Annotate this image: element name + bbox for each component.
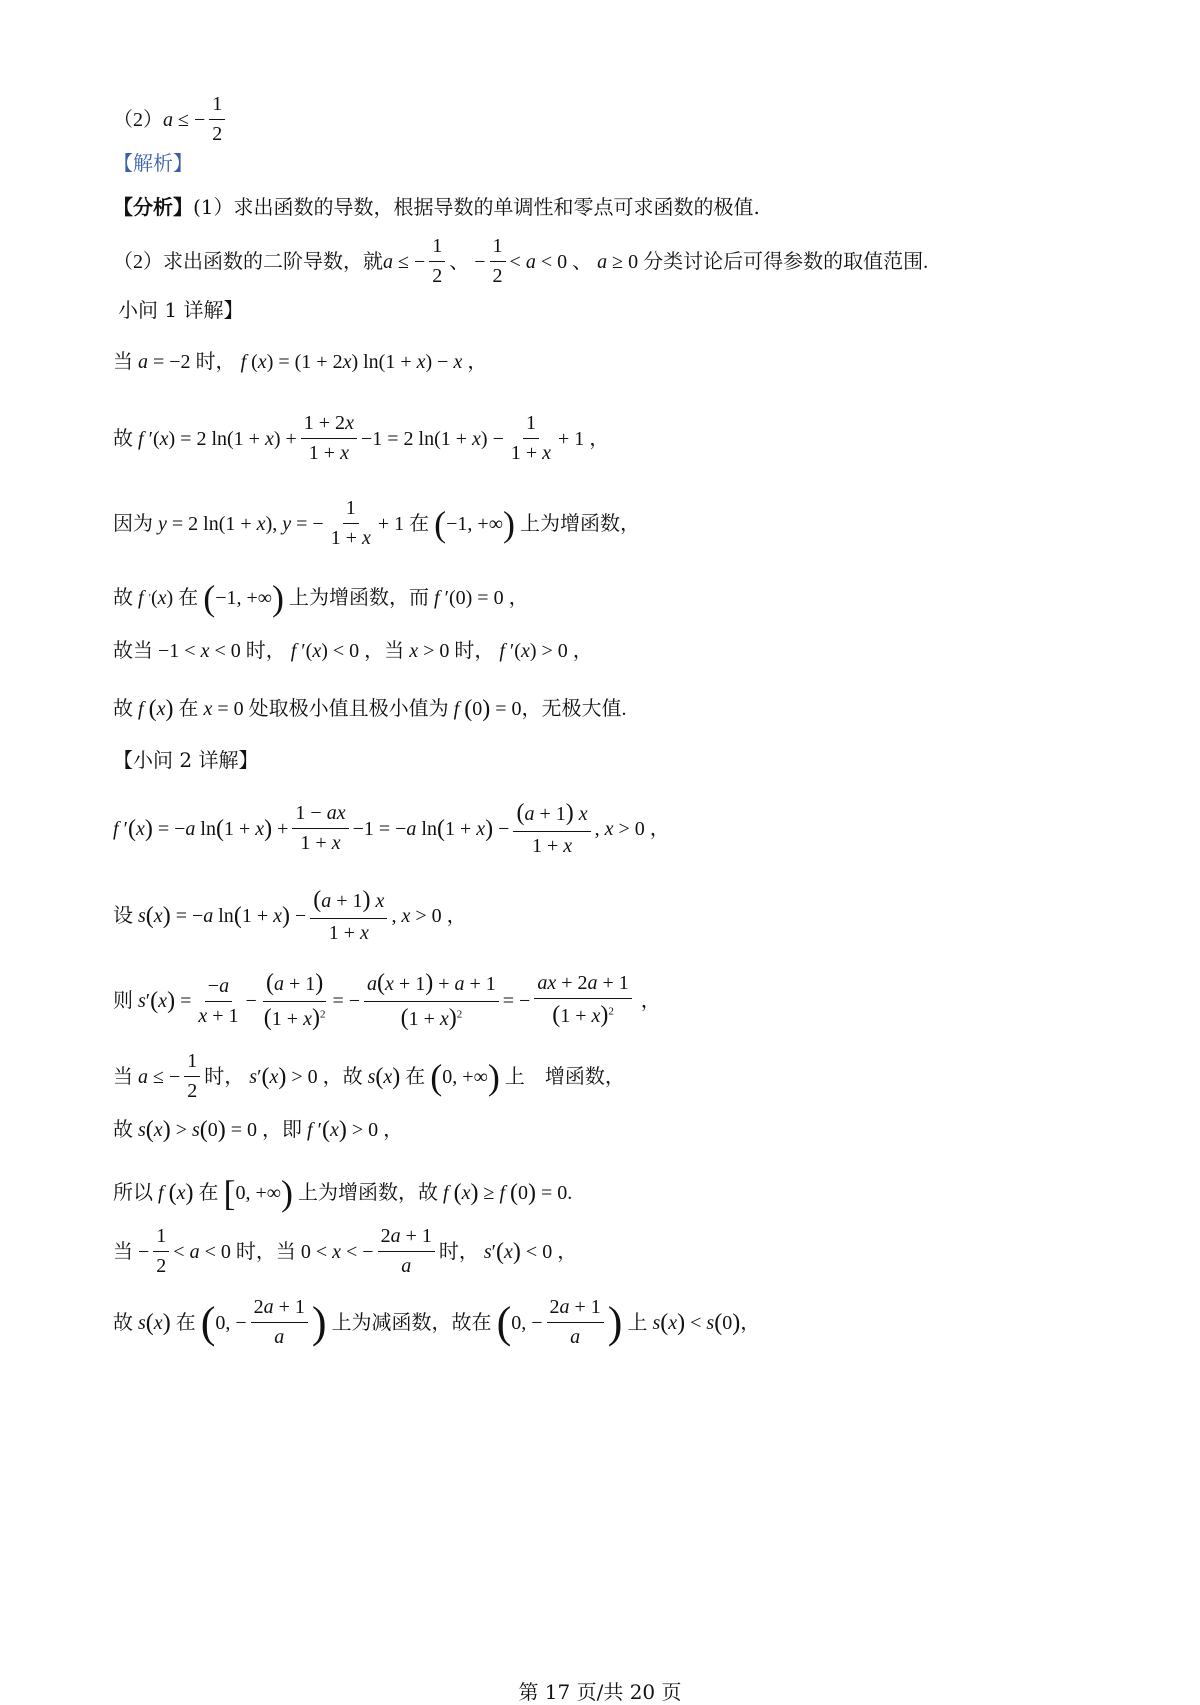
sub1-line5: 故当 −1 < x < 0 时， f ′( x ) < 0 ， 当 x > 0 时， f ′( x ) > 0 ， (113, 640, 593, 662)
fenxi-line1 (113, 197, 760, 217)
sub1-line6: 故 f ( x ) 在 x = 0 处取极小值且极小值为 f ( 0 ) = 0 ，无极大值. (113, 696, 627, 722)
sub1-line1: 当 a = −2 时， f ( x ) = (1 + 2 x ) ln(1 + x ) − x ， (113, 351, 488, 373)
sub2-line5: 故 s ( x ) > s ( 0 ) = 0 ， 即 f ′ ( x ) > 0 ， (113, 1117, 404, 1143)
sub1-line4: 故 f ′ ( x ) 在 ( −1, +∞ ) 上为增函数， 而 f ′(0) = 0 ， (113, 578, 529, 618)
sub2-heading (113, 750, 258, 770)
fenxi-text2a: （2）求出函数的二阶导数，就 (113, 250, 383, 273)
sub2-line6: 所以 f ( x ) 在 [ 0, +∞ ) 上为增函数， 故 f ( x ) ≥ f ( 0 ) = 0. (113, 1173, 573, 1213)
sub2-line2: 设 s ( x ) = − a ln ( 1 + x ) − $\frac{(a + 1) x}{1 + x}$ , x > 0 ， (113, 887, 467, 944)
sub2-line4: 当 a ≤ − $\frac{1}{2}$ 时， s ′ ( x ) > 0 ， 故 s ( x ) 在 ( 0, +∞ ) 上 增函数， (113, 1050, 625, 1102)
sub1-line2: 故 f ′( x ) = 2 ln(1 + x ) + $\frac{1 + 2x}{1 + x}$ −1 = 2 ln(1 + x ) − $\frac{1}{1 + x}$ + 1 ， (113, 412, 610, 464)
sub1-title: 小问 1 详解】 (118, 298, 244, 322)
answer-label: （2） (113, 108, 163, 131)
page-number: 第 17 页/共 20 页 (518, 1680, 682, 1704)
jiexi-label: 【解析】 (113, 151, 193, 175)
fenxi-text1: (1）求出函数的导数，根据导数的单调性和零点可求函数的极值. (193, 195, 760, 219)
sub2-line7: 当 − $\frac{1}{2}$ < a < 0 时， 当 0 < x < − $\frac{2a + 1}{a}$ 时， s ′ ( x ) < 0 ， (113, 1225, 578, 1277)
fenxi-text2b: 分类讨论后可得参数的取值范围. (643, 250, 929, 273)
answer-part2: （2） a ≤ − $\frac{1}{2}$ (113, 93, 229, 146)
sub2-title: 【小问 2 详解】 (113, 748, 259, 772)
fenxi-line2: （2）求出函数的二阶导数，就 a ≤ − $\frac{1}{2}$ 、 − $\frac{1}{2}$ < a < 0 、 a ≥ 0 分类讨论后可得参数的取值范围. (113, 235, 929, 287)
fenxi-label: 【分析】 (113, 195, 193, 219)
jiexi-heading (113, 153, 193, 173)
sub2-line3: 则 s ′ ( x ) = $\frac{-a}{x + 1}$ − $\frac{(a + 1)}{(1 + x)^2}$ = − $\frac{a(x + 1) + a + 1}{(1 + x)^2}$ = − $\frac{ax + 2a + 1}{(1 + x)^2}$ ， (113, 970, 661, 1031)
sub1-line3: 因为 y = 2 ln(1 + x ), y = − $\frac{1}{1 + x}$ + 1 在 ( −1, +∞ ) 上为增函数， (113, 497, 640, 549)
sub2-line1: f ′ ( x ) = − a ln ( 1 + x ) + $\frac{1 - ax}{1 + x}$ −1 = − a ln ( 1 + x ) − $\frac{(a + 1) x}{1 + x}$ , x > 0 ， (113, 800, 670, 857)
sub1-heading (118, 300, 243, 320)
sub2-line8: 故 s ( x ) 在 ( 0, − $\frac{2a + 1}{a}$ ) 上为减函数，故在 ( 0, − $\frac{2a + 1}{a}$ ) 上 s ( x ) < s ( 0 ) ， (113, 1296, 761, 1348)
